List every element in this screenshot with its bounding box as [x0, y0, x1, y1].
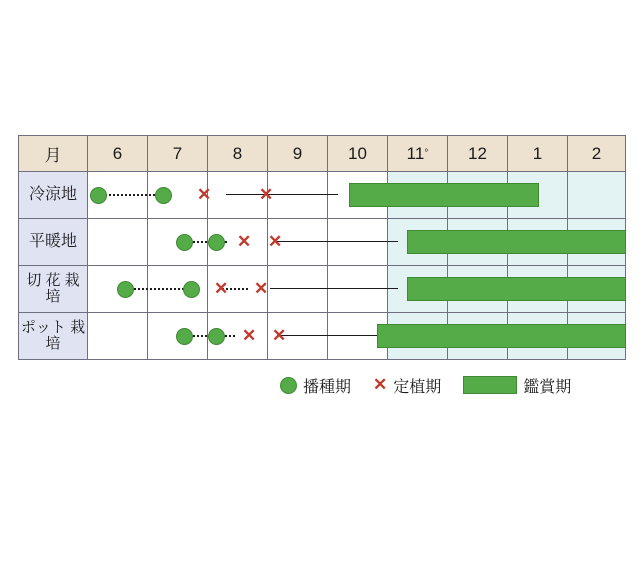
header-month-9: 9	[268, 135, 328, 172]
header-month-12: 12	[448, 135, 508, 172]
chart-legend	[280, 372, 585, 398]
planting-marker-r3-b: ✕	[254, 279, 269, 298]
planting-marker-r3-a: ✕	[214, 279, 229, 298]
planting-marker-r2-a: ✕	[237, 232, 252, 251]
legend-label-sowing: 播種期	[303, 378, 352, 396]
viewing-bar-r2	[407, 230, 626, 254]
header-month-8: 8	[208, 135, 268, 172]
legend-item-sowing	[280, 374, 351, 397]
row-label-reiryochi: 冷涼地	[18, 172, 88, 219]
sowing-marker-r3-b	[183, 281, 200, 298]
sowing-marker-r2-b	[208, 234, 225, 251]
header-month-10: 10	[328, 135, 388, 172]
header-month-11: 11 °	[388, 135, 448, 172]
viewing-bar-r4	[377, 324, 626, 348]
legend-label-planting: 定植期	[393, 378, 442, 396]
sowing-dot-icon	[280, 377, 297, 394]
planting-marker-r4-a: ✕	[242, 326, 257, 345]
viewing-bar-r1	[349, 183, 539, 207]
legend-label-viewing: 鑑賞期	[523, 378, 572, 396]
row-label-heidanchi: 平暖地	[18, 219, 88, 266]
solid-connector-r2	[273, 241, 398, 242]
header-month-label	[18, 135, 88, 172]
sowing-marker-r4-b	[208, 328, 225, 345]
dash-connector-r3	[125, 288, 188, 290]
solid-connector-r1	[226, 194, 338, 195]
cell-r1-m2	[568, 172, 626, 219]
planting-marker-r1-a: ✕	[197, 185, 212, 204]
viewing-bar-r3	[407, 277, 626, 301]
planting-marker-r4-b: ✕	[272, 326, 287, 345]
cell-r4-m6	[88, 313, 148, 360]
legend-item-viewing	[463, 374, 571, 397]
solid-connector-r3	[270, 288, 398, 289]
cell-r2-m10	[328, 219, 388, 266]
sowing-marker-r3-a	[117, 281, 134, 298]
header-month-text: 月	[44, 146, 62, 165]
solid-connector-r4	[277, 335, 377, 336]
sowing-marker-r1-b	[155, 187, 172, 204]
planting-marker-r1-b: ✕	[259, 185, 274, 204]
sowing-marker-r2-a	[176, 234, 193, 251]
header-month-6: 6	[88, 135, 148, 172]
viewing-bar-icon	[463, 376, 517, 394]
degree-mark: °	[424, 148, 429, 159]
sowing-marker-r4-a	[176, 328, 193, 345]
cell-r2-m6	[88, 219, 148, 266]
cell-r3-m9	[268, 266, 328, 313]
cultivation-schedule-table	[18, 135, 626, 360]
cell-r1-m9	[268, 172, 328, 219]
header-month-2: 2	[568, 135, 626, 172]
legend-item-planting	[373, 374, 441, 397]
row-label-pot-saibai: ポット 栽 培	[18, 313, 88, 360]
header-month-1: 1	[508, 135, 568, 172]
planting-cross-icon: ✕	[373, 375, 388, 394]
row-label-kirihana-saibai: 切 花 栽 培	[18, 266, 88, 313]
planting-marker-r2-b: ✕	[268, 232, 283, 251]
sowing-marker-r1-a	[90, 187, 107, 204]
cell-r3-m10	[328, 266, 388, 313]
header-month-7: 7	[148, 135, 208, 172]
